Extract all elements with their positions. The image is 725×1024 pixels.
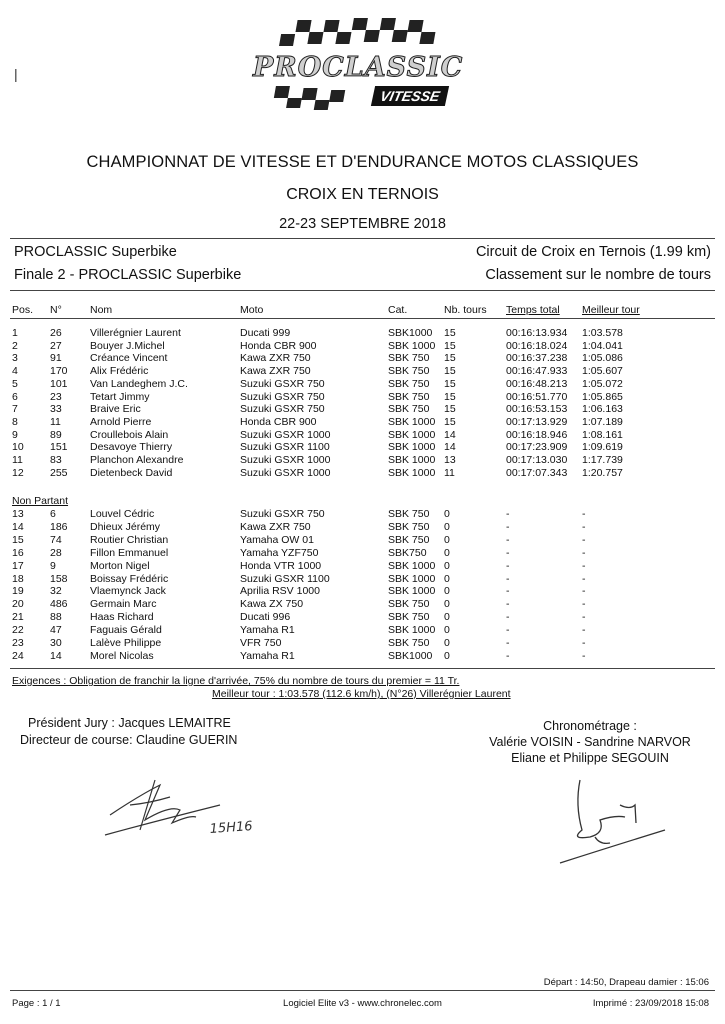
cell-pos: 18: [12, 572, 24, 585]
cell-num: 23: [50, 390, 62, 403]
table-row: [0, 429, 725, 441]
header-num: N°: [50, 304, 62, 316]
cell-num: 89: [50, 428, 62, 441]
cell-moto: Yamaha R1: [240, 624, 295, 637]
cell-cat: SBK 1000: [388, 339, 436, 352]
cell-moto: Suzuki GSXR 750: [240, 377, 325, 390]
cell-best: 1:09.619: [582, 441, 623, 454]
table-row: [0, 637, 725, 649]
table-row: [0, 508, 725, 520]
cell-tours: 0: [444, 572, 450, 585]
cell-time: 00:17:13.030: [506, 454, 568, 466]
cell-cat: SBK 750: [388, 611, 430, 624]
cell-num: 14: [50, 649, 62, 662]
cell-num: 32: [50, 585, 62, 598]
cell-time: 00:16:13.934: [506, 327, 568, 339]
cell-name: Desavoye Thierry: [90, 441, 173, 454]
divider: [10, 668, 715, 669]
cell-pos: 16: [12, 546, 24, 559]
margin-mark: |: [14, 66, 18, 82]
cell-tours: 15: [444, 352, 456, 365]
cell-num: 74: [50, 533, 62, 546]
cell-moto: Suzuki GSXR 1100: [240, 441, 330, 454]
cell-moto: Kawa ZXR 750: [240, 352, 311, 365]
cell-pos: 23: [12, 637, 24, 649]
cell-time: -: [506, 611, 510, 624]
cell-tours: 0: [444, 585, 450, 598]
cell-name: Fillon Emmanuel: [90, 546, 169, 559]
cell-tours: 0: [444, 624, 450, 637]
header-best: Meilleur tour: [582, 304, 640, 316]
cell-best: 1:07.189: [582, 415, 623, 428]
cell-time: -: [506, 598, 510, 611]
table-row: [0, 454, 725, 466]
cell-tours: 14: [444, 428, 456, 441]
cell-best: 1:05.865: [582, 390, 623, 403]
table-row: [0, 650, 725, 662]
table-header: [0, 304, 725, 318]
cell-best: 1:05.072: [582, 377, 623, 390]
proclassic-logo: [245, 12, 465, 112]
cell-cat: SBK1000: [388, 327, 433, 339]
cell-pos: 1: [12, 327, 18, 339]
cell-name: Créance Vincent: [90, 352, 168, 365]
cell-num: 28: [50, 546, 62, 559]
requirements-note: Exigences : Obligation de franchir la ligne d'arrivée, 75% du nombre de tours du premier = 11 Tr.: [12, 675, 460, 687]
cell-name: Dhieux Jérémy: [90, 520, 161, 533]
header-name: Nom: [90, 304, 113, 316]
cell-time: -: [506, 559, 510, 572]
divider: [10, 290, 715, 291]
cell-name: Arnold Pierre: [90, 415, 152, 428]
cell-pos: 8: [12, 415, 18, 428]
cell-name: Lalève Philippe: [90, 637, 162, 649]
cell-cat: SBK 1000: [388, 466, 436, 479]
cell-tours: 15: [444, 390, 456, 403]
cell-num: 91: [50, 352, 62, 365]
cell-num: 26: [50, 327, 62, 339]
table-row: [0, 441, 725, 453]
cell-name: Villerégnier Laurent: [90, 327, 181, 339]
cell-name: Van Landeghem J.C.: [90, 377, 188, 390]
cell-num: 30: [50, 637, 62, 649]
cell-pos: 22: [12, 624, 24, 637]
cell-name: Germain Marc: [90, 598, 157, 611]
circuit-info: Circuit de Croix en Ternois (1.99 km): [475, 244, 711, 260]
cell-pos: 7: [12, 403, 18, 416]
cell-time: -: [506, 585, 510, 598]
cell-pos: 5: [12, 377, 18, 390]
cell-best: -: [582, 533, 586, 546]
cell-moto: Ducati 999: [240, 327, 291, 339]
cell-name: Tetart Jimmy: [90, 390, 150, 403]
cell-num: 151: [50, 441, 68, 454]
logo-subtitle: VITESSE: [371, 86, 449, 106]
table-row: [0, 416, 725, 428]
table-row: [0, 365, 725, 377]
cell-pos: 15: [12, 533, 24, 546]
cell-tours: 15: [444, 339, 456, 352]
cell-moto: Aprilia RSV 1000: [240, 585, 320, 598]
table-row: [0, 467, 725, 479]
cell-cat: SBK 1000: [388, 428, 436, 441]
cell-pos: 6: [12, 390, 18, 403]
logo-wordmark: PROCLASSIC: [253, 52, 464, 83]
cell-name: Vlaemynck Jack: [90, 585, 166, 598]
header-time: Temps total: [506, 304, 560, 316]
page-number: Page : 1 / 1: [12, 998, 61, 1009]
table-row: [0, 391, 725, 403]
chrono-names-1: Valérie VOISIN - Sandrine NARVOR: [489, 735, 691, 749]
cell-cat: SBK 750: [388, 403, 430, 416]
cell-time: 00:16:53.153: [506, 403, 568, 416]
cell-pos: 9: [12, 428, 18, 441]
cell-tours: 0: [444, 598, 450, 611]
cell-cat: SBK1000: [388, 649, 433, 662]
cell-time: 00:17:13.929: [506, 415, 568, 428]
software-credit: Logiciel Elite v3 - www.chronelec.com: [283, 998, 442, 1009]
cell-time: -: [506, 533, 510, 546]
cell-cat: SBK 1000: [388, 454, 436, 466]
cell-num: 11: [50, 415, 61, 428]
divider: [10, 238, 715, 239]
cell-best: -: [582, 559, 586, 572]
cell-num: 88: [50, 611, 62, 624]
cell-pos: 4: [12, 365, 18, 378]
cell-moto: Yamaha R1: [240, 649, 295, 662]
cell-cat: SBK 750: [388, 377, 430, 390]
cell-best: -: [582, 624, 586, 637]
divider: [10, 318, 715, 319]
event-title: CHAMPIONNAT DE VITESSE ET D'ENDURANCE MOTOS CLASSIQUES: [86, 153, 639, 171]
race-session: Finale 2 - PROCLASSIC Superbike: [14, 267, 242, 283]
cell-moto: Honda VTR 1000: [240, 559, 322, 572]
cell-tours: 0: [444, 649, 450, 662]
table-row: [0, 534, 725, 546]
cell-moto: Suzuki GSXR 1100: [240, 572, 330, 585]
table-row: [0, 403, 725, 415]
cell-cat: SBK 750: [388, 390, 430, 403]
cell-tours: 15: [444, 327, 456, 339]
cell-num: 83: [50, 454, 62, 466]
cell-cat: SBK 750: [388, 533, 430, 546]
cell-name: Bouyer J.Michel: [90, 339, 165, 352]
cell-best: 1:05.086: [582, 352, 623, 365]
table-row: [0, 560, 725, 572]
cell-tours: 11: [444, 466, 455, 479]
cell-moto: Suzuki GSXR 750: [240, 508, 325, 520]
cell-time: -: [506, 624, 510, 637]
cell-time: -: [506, 637, 510, 649]
cell-name: Haas Richard: [90, 611, 154, 624]
chrono-names-2: Eliane et Philippe SEGOUIN: [511, 751, 669, 765]
cell-moto: Yamaha OW 01: [240, 533, 314, 546]
cell-best: -: [582, 637, 586, 649]
cell-name: Morel Nicolas: [90, 649, 154, 662]
cell-num: 33: [50, 403, 62, 416]
cell-num: 6: [50, 508, 56, 520]
cell-name: Alix Frédéric: [90, 365, 149, 378]
table-row: [0, 352, 725, 364]
cell-tours: 14: [444, 441, 456, 454]
cell-name: Dietenbeck David: [90, 466, 173, 479]
cell-best: 1:03.578: [582, 327, 623, 339]
cell-name: Planchon Alexandre: [90, 454, 184, 466]
cell-moto: Kawa ZXR 750: [240, 365, 311, 378]
cell-pos: 19: [12, 585, 24, 598]
cell-moto: Suzuki GSXR 1000: [240, 428, 331, 441]
cell-num: 27: [50, 339, 62, 352]
cell-tours: 0: [444, 520, 450, 533]
cell-name: Faguais Gérald: [90, 624, 162, 637]
cell-pos: 13: [12, 508, 24, 520]
start-finish-times: Départ : 14:50, Drapeau damier : 15:06: [543, 977, 709, 988]
cell-time: 00:16:47.933: [506, 365, 568, 378]
cell-cat: SBK 750: [388, 520, 430, 533]
cell-tours: 15: [444, 403, 456, 416]
header-moto: Moto: [240, 304, 264, 316]
cell-time: -: [506, 546, 510, 559]
cell-cat: SBK 1000: [388, 441, 436, 454]
cell-best: -: [582, 598, 586, 611]
cell-cat: SBK 1000: [388, 559, 436, 572]
jury-signature: [100, 775, 300, 845]
cell-best: 1:05.607: [582, 365, 623, 378]
cell-time: 00:16:48.213: [506, 377, 568, 390]
signature-time: 15H16: [209, 819, 254, 837]
cell-best: 1:06.163: [582, 403, 623, 416]
cell-best: -: [582, 508, 586, 520]
cell-moto: Suzuki GSXR 1000: [240, 466, 331, 479]
cell-cat: SBK 750: [388, 365, 430, 378]
cell-tours: 15: [444, 365, 456, 378]
cell-num: 101: [50, 377, 68, 390]
cell-tours: 0: [444, 637, 450, 649]
cell-best: -: [582, 585, 586, 598]
cell-pos: 17: [12, 559, 24, 572]
cell-best: 1:08.161: [582, 428, 623, 441]
cell-moto: Kawa ZX 750: [240, 598, 304, 611]
table-row: [0, 598, 725, 610]
table-row: [0, 573, 725, 585]
cell-time: 00:17:07.343: [506, 466, 568, 479]
cell-time: 00:16:18.024: [506, 339, 568, 352]
cell-time: -: [506, 572, 510, 585]
cell-name: Morton Nigel: [90, 559, 150, 572]
cell-best: -: [582, 520, 586, 533]
cell-cat: SBK 750: [388, 352, 430, 365]
table-row: [0, 340, 725, 352]
cell-moto: Honda CBR 900: [240, 415, 317, 428]
divider: [10, 990, 715, 991]
cell-tours: 15: [444, 415, 456, 428]
cell-time: -: [506, 649, 510, 662]
non-partant-label: Non Partant: [12, 495, 69, 507]
cell-best: 1:20.757: [582, 466, 623, 479]
table-row: [0, 521, 725, 533]
cell-pos: 24: [12, 649, 24, 662]
race-director: Directeur de course: Claudine GUERIN: [20, 733, 238, 747]
cell-cat: SBK 750: [388, 508, 430, 520]
race-category: PROCLASSIC Superbike: [14, 244, 177, 260]
cell-pos: 14: [12, 520, 24, 533]
cell-moto: Yamaha YZF750: [240, 546, 319, 559]
cell-pos: 12: [12, 466, 24, 479]
cell-name: Braive Eric: [90, 403, 141, 416]
cell-pos: 10: [12, 441, 24, 454]
cell-best: 1:04.041: [582, 339, 623, 352]
cell-moto: Suzuki GSXR 750: [240, 390, 325, 403]
header-cat: Cat.: [388, 304, 408, 316]
cell-tours: 15: [444, 377, 456, 390]
cell-time: 00:16:37.238: [506, 352, 568, 365]
table-row: [0, 547, 725, 559]
classification-type: Classement sur le nombre de tours: [485, 267, 711, 283]
cell-moto: Suzuki GSXR 750: [240, 403, 325, 416]
best-lap-note: Meilleur tour : 1:03.578 (112.6 km/h), (N°26) Villerégnier Laurent: [212, 688, 511, 700]
cell-moto: VFR 750: [240, 637, 282, 649]
cell-num: 486: [50, 598, 68, 611]
cell-time: 00:17:23.909: [506, 441, 568, 454]
cell-cat: SBK 750: [388, 598, 430, 611]
cell-best: -: [582, 611, 586, 624]
header-tours: Nb. tours: [444, 304, 487, 316]
cell-pos: 2: [12, 339, 18, 352]
printed-timestamp: Imprimé : 23/09/2018 15:08: [592, 998, 709, 1009]
cell-num: 158: [50, 572, 68, 585]
cell-name: Boissay Frédéric: [90, 572, 169, 585]
event-venue: CROIX EN TERNOIS: [286, 186, 439, 203]
cell-time: 00:16:51.770: [506, 390, 568, 403]
cell-best: 1:17.739: [582, 454, 623, 466]
cell-tours: 0: [444, 611, 450, 624]
cell-num: 186: [50, 520, 68, 533]
event-dates: 22-23 SEPTEMBRE 2018: [279, 216, 446, 232]
jury-president: Président Jury : Jacques LEMAITRE: [28, 716, 231, 730]
cell-time: -: [506, 508, 510, 520]
cell-tours: 0: [444, 508, 450, 520]
cell-cat: SBK750: [388, 546, 427, 559]
table-row: [0, 378, 725, 390]
chrono-signature: [540, 775, 690, 865]
cell-cat: SBK 1000: [388, 572, 436, 585]
cell-pos: 20: [12, 598, 24, 611]
cell-cat: SBK 1000: [388, 585, 436, 598]
cell-moto: Honda CBR 900: [240, 339, 317, 352]
cell-name: Louvel Cédric: [90, 508, 155, 520]
table-row: [0, 611, 725, 623]
chrono-title: Chronométrage :: [543, 719, 637, 733]
table-row: [0, 624, 725, 636]
cell-best: -: [582, 546, 586, 559]
cell-name: Croullebois Alain: [90, 428, 169, 441]
cell-moto: Kawa ZXR 750: [240, 520, 311, 533]
cell-tours: 0: [444, 546, 450, 559]
cell-best: -: [582, 649, 586, 662]
cell-tours: 0: [444, 559, 450, 572]
cell-name: Routier Christian: [90, 533, 169, 546]
cell-num: 255: [50, 466, 68, 479]
cell-best: -: [582, 572, 586, 585]
table-row: [0, 585, 725, 597]
cell-num: 170: [50, 365, 68, 378]
cell-moto: Suzuki GSXR 1000: [240, 454, 331, 466]
cell-num: 47: [50, 624, 62, 637]
cell-tours: 13: [444, 454, 456, 466]
cell-tours: 0: [444, 533, 450, 546]
header-pos: Pos.: [12, 304, 34, 316]
cell-pos: 21: [12, 611, 24, 624]
cell-cat: SBK 1000: [388, 415, 436, 428]
cell-time: 00:16:18.946: [506, 428, 568, 441]
cell-pos: 3: [12, 352, 18, 365]
cell-cat: SBK 750: [388, 637, 430, 649]
table-row: [0, 327, 725, 339]
cell-time: -: [506, 520, 510, 533]
cell-cat: SBK 1000: [388, 624, 436, 637]
cell-moto: Ducati 996: [240, 611, 291, 624]
cell-num: 9: [50, 559, 56, 572]
cell-pos: 11: [12, 454, 23, 466]
